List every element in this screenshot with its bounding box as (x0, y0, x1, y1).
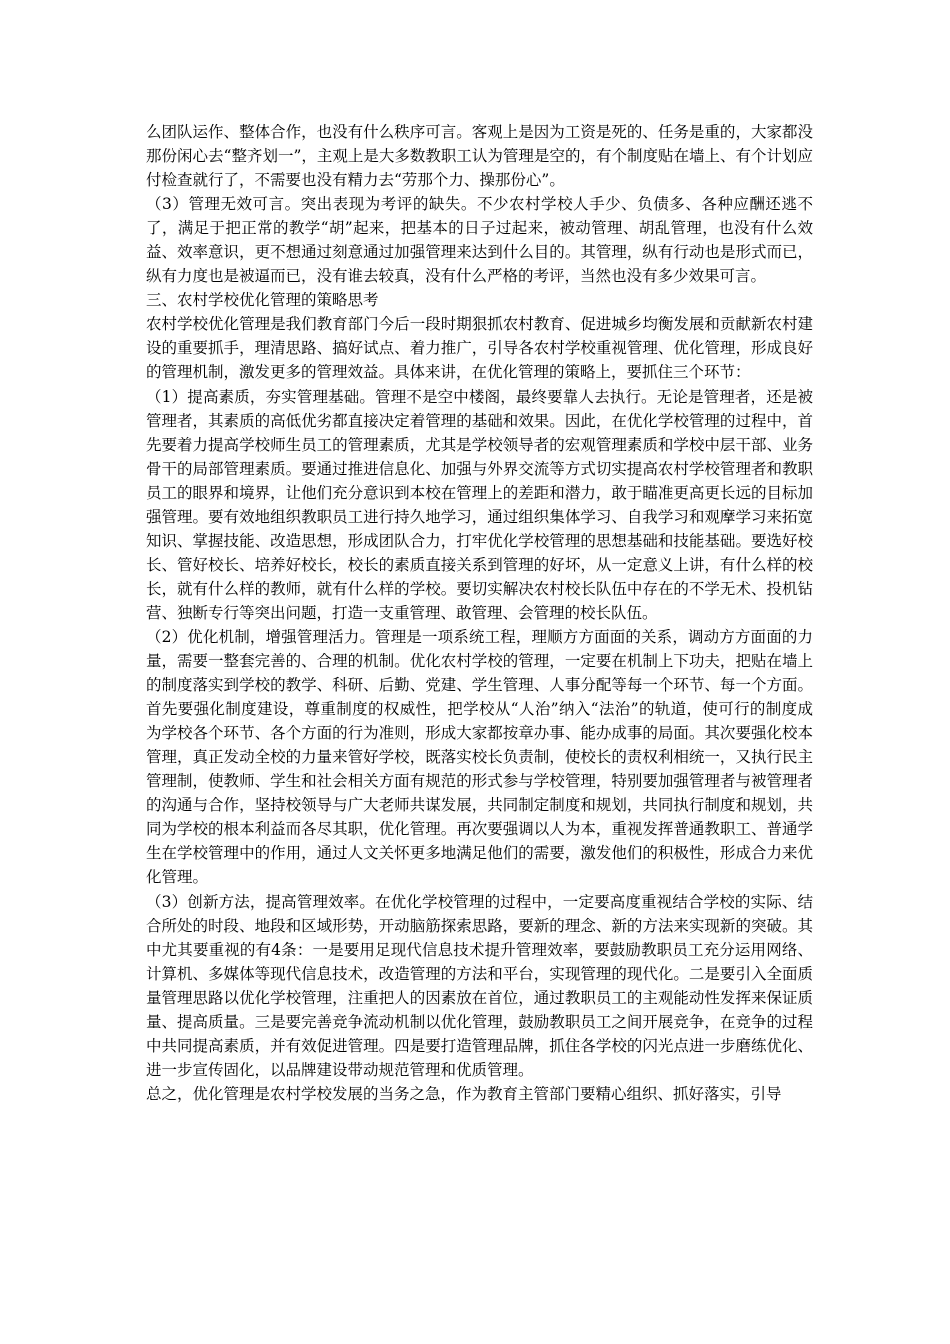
document-body (146, 120, 813, 1106)
paragraph-management-ineffective: （3）管理无效可言。突出表现为考评的缺失。不少农村学校人手少、负债多、各种应酬还逃不了，满足于把正常的教学“胡”起来，把基本的日子过起来，被动管理、胡乱管理，也没有什么效益、效率意识，更不想通过刻意通过加强管理来达到什么目的。其管理，纵有行动也是形式而已，纵有力度也是被逼而已，没有谁去较真，没有什么严格的考评，当然也没有多少效果可言。 (146, 195, 813, 286)
paragraph-team-operation: 么团队运作、整体合作，也没有什么秩序可言。客观上是因为工资是死的、任务是重的，大家都没那份闲心去“整齐划一”，主观上是大多数教职工认为管理是空的，有个制度贴在墙上、有个计划应付检查就行了，不需要也没有精力去“劳那个力、操那份心”。 (146, 123, 813, 190)
paragraph-strategy-intro: 农村学校优化管理是我们教育部门今后一段时期狠抓农村教育、促进城乡均衡发展和贡献新农村建设的重要抓手，理清思路、搞好试点、着力推广，引导各农村学校重视管理、优化管理，形成良好的管理机制，激发更多的管理效益。具体来讲，在优化管理的策略上，要抓住三个环节： (146, 315, 813, 382)
paragraph-conclusion: 总之，优化管理是农村学校发展的当务之急，作为教育主管部门要精心组织、抓好落实，引导 (146, 1084, 782, 1103)
paragraph-improve-quality: （1）提高素质，夯实管理基础。管理不是空中楼阁，最终要靠人去执行。无论是管理者，还是被管理者，其素质的高低优劣都直接决定着管理的基础和效果。因此，在优化学校管理的过程中，首先要着力提高学校师生员工的管理素质，尤其是学校领导者的宏观管理素质和学校中层干部、业务骨干的局部管理素质。要通过推进信息化、加强与外界交流等方式切实提高农村学校管理者和教职员工的眼界和境界，让他们充分意识到本校在管理上的差距和潜力，敢于瞄准更高更长远的目标加强管理。要有效地组织教职员工进行持久地学习，通过组织集体学习、自我学习和观摩学习来拓宽知识、掌握技能、改造思想，形成团队合力，打牢优化学校管理的思想基础和技能基础。要选好校长、管好校长、培养好校长，校长的素质直接关系到管理的好坏，从一定意义上讲，有什么样的校长，就有什么样的教师，就有什么样的学校。要切实解决农村校长队伍中存在的不学无术、投机钻营、独断专行等突出问题，打造一支重管理、敢管理、会管理的校长队伍。 (146, 387, 813, 622)
paragraph-innovate-methods: （3）创新方法，提高管理效率。在优化学校管理的过程中，一定要高度重视结合学校的实际、结合所处的时段、地段和区域形势，开动脑筋探索思路，要新的理念、新的方法来实现新的突破。其中尤其要重视的有4条：一是要用足现代信息技术提升管理效率，要鼓励教职员工充分运用网络、计算机、多媒体等现代信息技术，改造管理的方法和平台，实现管理的现代化。二是要引入全面质量管理思路以优化学校管理，注重把人的因素放在首位，通过教职员工的主观能动性发挥来保证质量、提高质量。三是要完善竞争流动机制以优化管理，鼓励教职员工之间开展竞争，在竞争的过程中共同提高素质，并有效促进管理。四是要打造管理品牌，抓住各学校的闪光点进一步磨练优化、进一步宣传固化，以品牌建设带动规范管理和优质管理。 (146, 892, 813, 1079)
section-heading-strategy: 三、农村学校优化管理的策略思考 (146, 291, 379, 310)
paragraph-optimize-mechanism: （2）优化机制，增强管理活力。管理是一项系统工程，理顺方方面面的关系，调动方方面面的力量，需要一整套完善的、合理的机制。优化农村学校的管理，一定要在机制上下功夫，把贴在墙上的制度落实到学校的教学、科研、后勤、党建、学生管理、人事分配等每一个环节、每一个方面。首先要强化制度建设，尊重制度的权威性，把学校从“人治”纳入“法治”的轨道，使可行的制度成为学校各个环节、各个方面的行为准则，形成大家都按章办事、能办成事的局面。其次要强化校本管理，真正发动全校的力量来管好学校，既落实校长负责制，使校长的责权利相统一，又执行民主管理制，使教师、学生和社会相关方面有规范的形式参与学校管理，特别要加强管理者与被管理者的沟通与合作，坚持校领导与广大老师共谋发展，共同制定制度和规划，共同执行制度和规划，共同为学校的根本利益而各尽其职，优化管理。再次要强调以人为本，重视发挥普通教职工、普通学生在学校管理中的作用，通过人文关怀更多地满足他们的需要，激发他们的积极性，形成合力来优化管理。 (146, 627, 813, 887)
